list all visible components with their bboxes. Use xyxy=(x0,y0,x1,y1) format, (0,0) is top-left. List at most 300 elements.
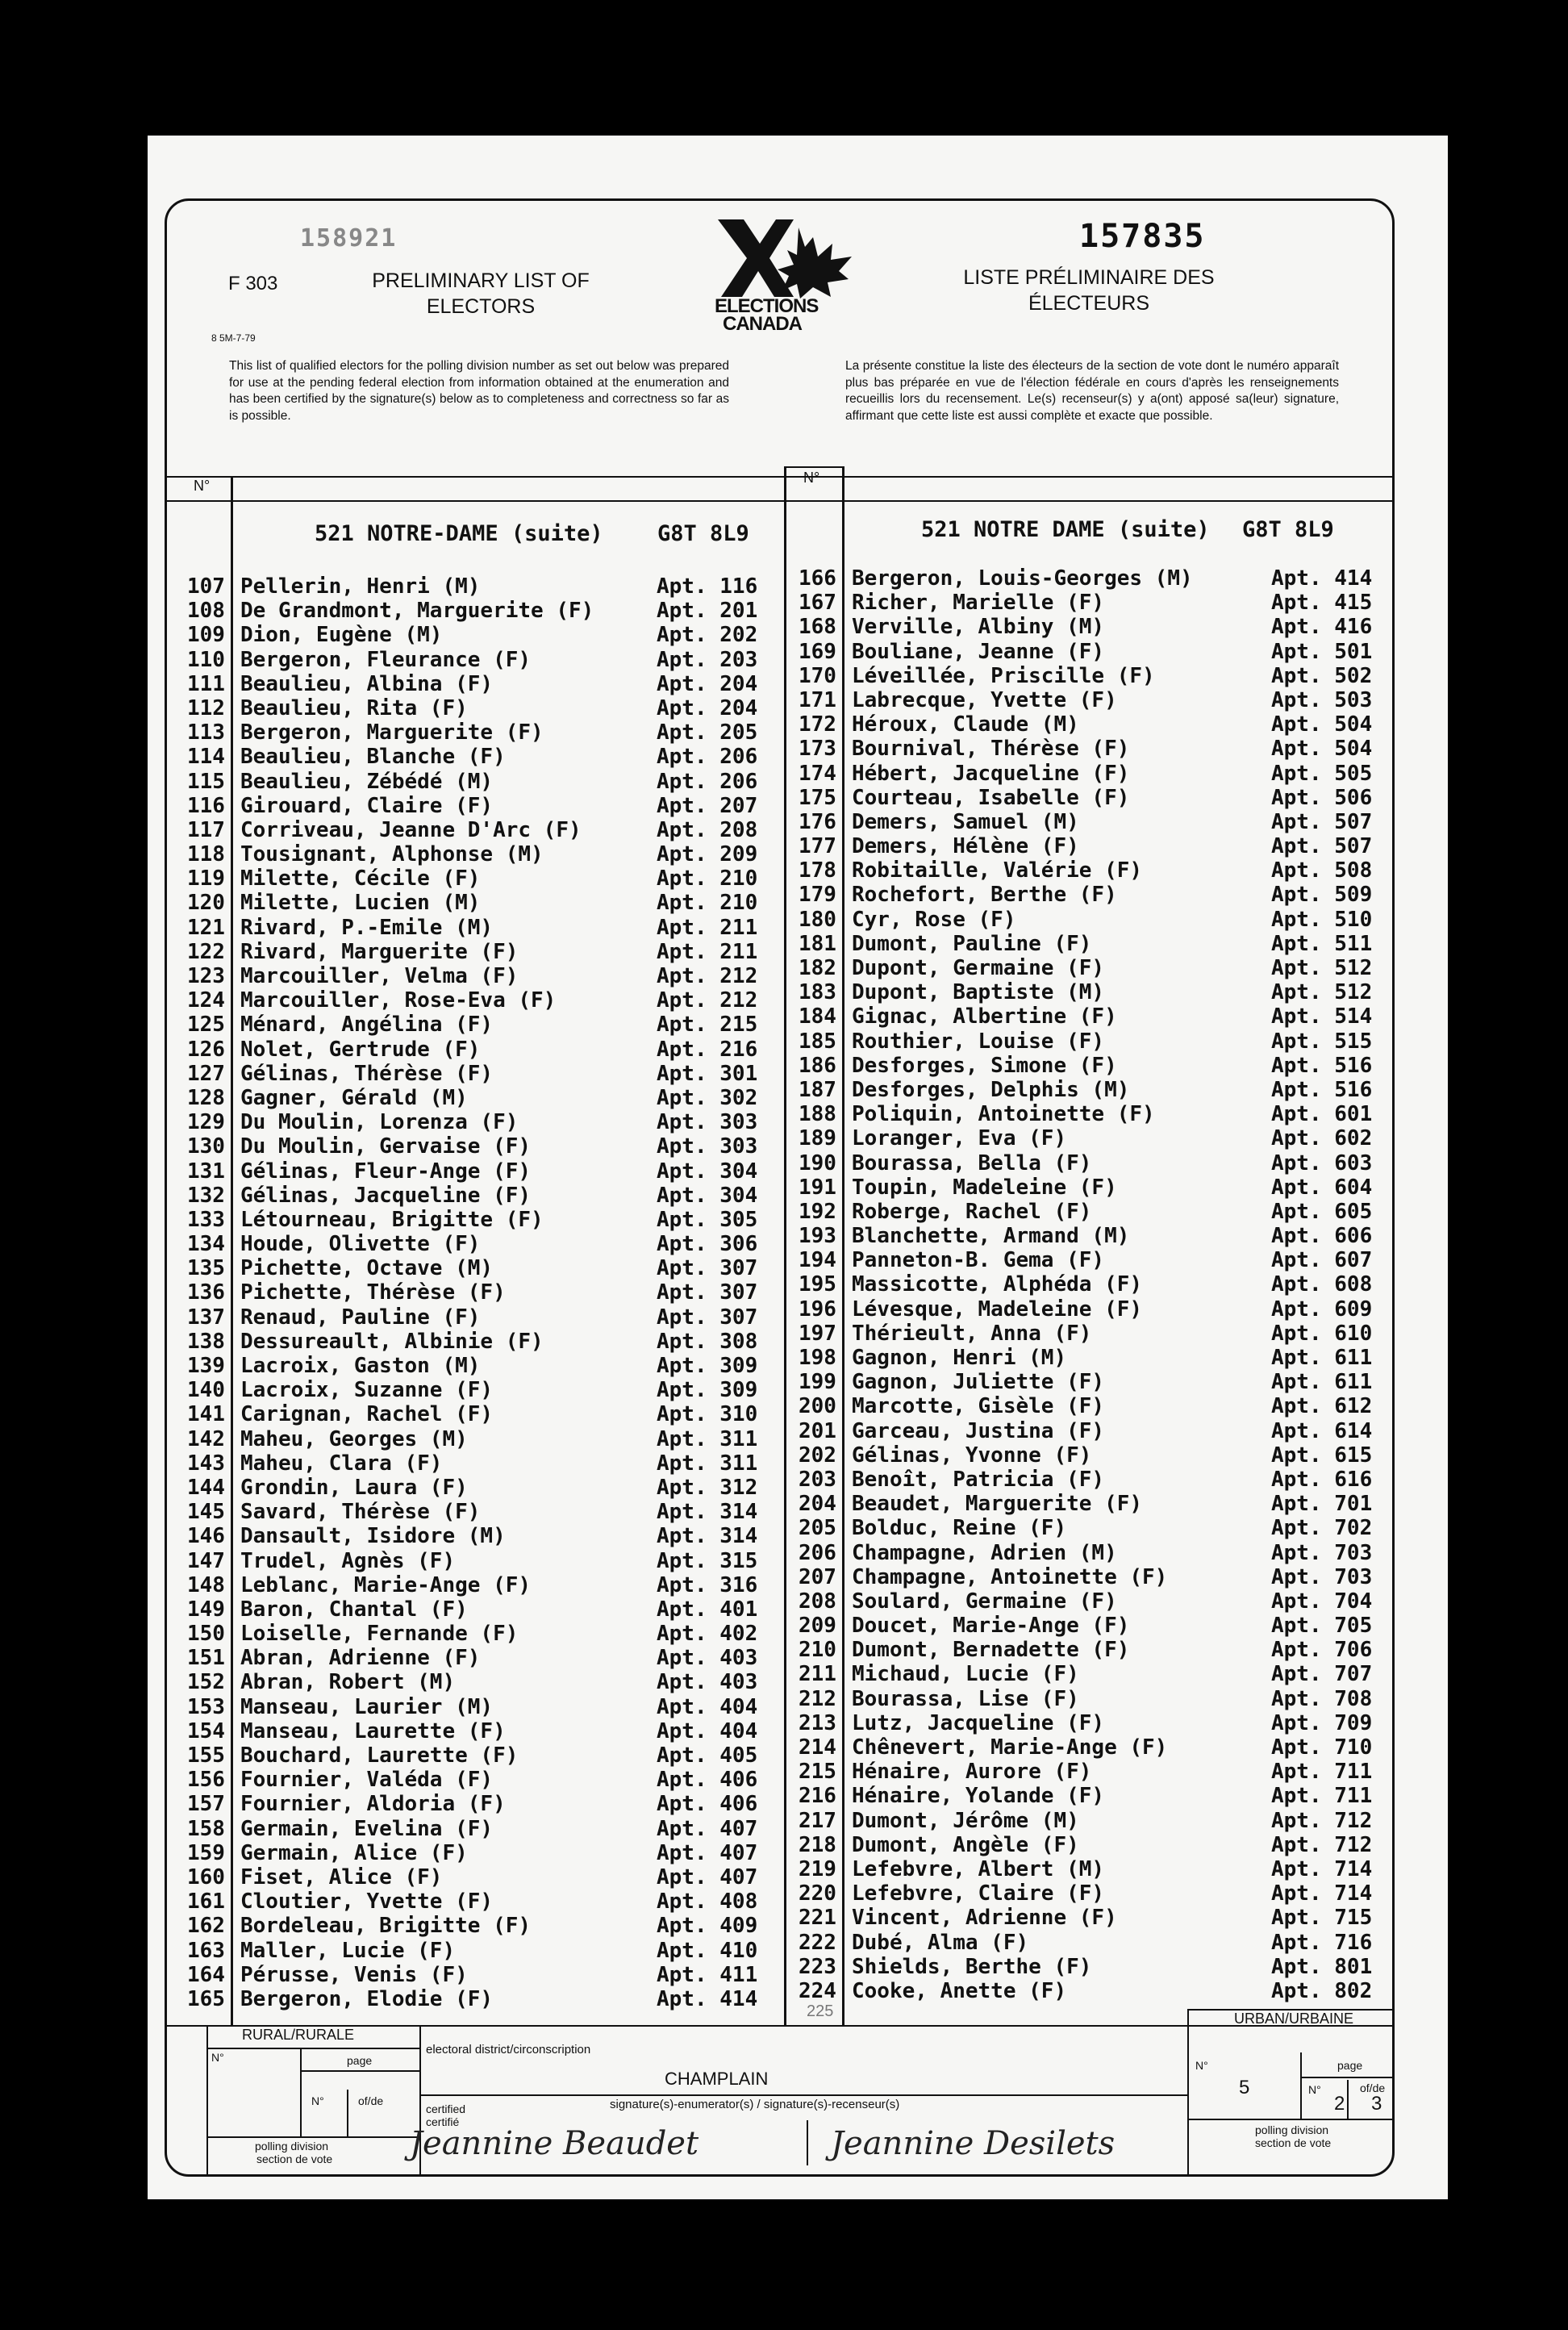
list-item xyxy=(799,712,1395,737)
list-item xyxy=(799,1516,1395,1540)
list-item xyxy=(187,1865,784,1889)
apartment: Apt. 508 xyxy=(1271,858,1373,883)
list-item xyxy=(799,1200,1395,1224)
list-item xyxy=(187,916,784,940)
elector-name: Léveillée, Priscille (F) xyxy=(852,663,1155,688)
elector-name: Gignac, Albertine (F) xyxy=(852,1004,1117,1029)
entry-number: 136 xyxy=(187,1280,225,1305)
list-item xyxy=(799,1029,1395,1054)
apartment: Apt. 514 xyxy=(1271,1004,1373,1029)
rural-page-divider xyxy=(347,2090,348,2136)
list-item xyxy=(187,1013,784,1037)
list-item xyxy=(799,883,1395,907)
elector-name: Champagne, Antoinette (F) xyxy=(852,1564,1168,1589)
apartment: Apt. 402 xyxy=(657,1622,758,1647)
elector-name: Ménard, Angélina (F) xyxy=(240,1013,494,1038)
list-item xyxy=(187,696,784,720)
elector-name: Lacroix, Gaston (M) xyxy=(240,1354,481,1378)
elector-name: Lefebvre, Albert (M) xyxy=(852,1856,1105,1881)
apartment: Apt. 507 xyxy=(1271,834,1373,859)
elector-name: Lefebvre, Claire (F) xyxy=(852,1881,1105,1906)
apartment: Apt. 711 xyxy=(1271,1784,1373,1809)
entry-number: 212 xyxy=(799,1686,836,1711)
elector-name: Germain, Evelina (F) xyxy=(240,1816,494,1841)
apartment: Apt. 409 xyxy=(657,1914,758,1939)
apartment: Apt. 701 xyxy=(1271,1492,1373,1517)
apartment: Apt. 204 xyxy=(657,695,758,720)
apartment: Apt. 309 xyxy=(657,1354,758,1378)
list-item xyxy=(799,1272,1395,1297)
entry-number: 167 xyxy=(799,591,836,616)
entry-number: 207 xyxy=(799,1564,836,1589)
elector-name: Rivard, Marguerite (F) xyxy=(240,939,519,964)
apartment: Apt. 404 xyxy=(657,1718,758,1743)
elector-name: Beaulieu, Blanche (F) xyxy=(240,745,506,770)
apartment: Apt. 306 xyxy=(657,1232,758,1257)
entry-number: 155 xyxy=(187,1743,225,1768)
page-number: 2 xyxy=(1334,2093,1345,2115)
entry-number: 189 xyxy=(799,1126,836,1151)
apartment: Apt. 511 xyxy=(1271,931,1373,956)
apartment: Apt. 414 xyxy=(657,1986,758,2011)
entry-number: 193 xyxy=(799,1224,836,1249)
elector-name: Abran, Adrienne (F) xyxy=(240,1646,481,1671)
entry-number: 173 xyxy=(799,737,836,762)
elector-name: Carignan, Rachel (F) xyxy=(240,1402,494,1427)
apartment: Apt. 710 xyxy=(1271,1735,1373,1760)
faint-stamp-number: 158921 xyxy=(300,224,398,253)
entry-number: 205 xyxy=(799,1516,836,1541)
district-value: CHAMPLAIN xyxy=(665,2069,769,2089)
elector-name: Demers, Samuel (M) xyxy=(852,809,1079,834)
elector-name: Renaud, Pauline (F) xyxy=(240,1305,481,1330)
apartment: Apt. 304 xyxy=(657,1183,758,1208)
entry-number: 198 xyxy=(799,1346,836,1370)
elector-name: Dumont, Pauline (F) xyxy=(852,931,1092,956)
list-item xyxy=(799,810,1395,834)
logo-text-line2: CANADA xyxy=(723,313,802,335)
list-item xyxy=(187,1208,784,1232)
entry-number: 201 xyxy=(799,1418,836,1443)
apartment: Apt. 406 xyxy=(657,1792,758,1817)
apartment: Apt. 204 xyxy=(657,671,758,696)
title-fr-line1: LISTE PRÉLIMINAIRE DES xyxy=(963,266,1215,289)
elector-name: Corriveau, Jeanne D'Arc (F) xyxy=(240,817,582,842)
elector-name: Demers, Hélène (F) xyxy=(852,834,1079,859)
list-item xyxy=(799,1468,1395,1492)
entry-number: 206 xyxy=(799,1540,836,1565)
apartment: Apt. 506 xyxy=(1271,785,1373,810)
urban-box-left xyxy=(1187,2009,1189,2177)
signature-divider xyxy=(807,2120,808,2165)
no-header-right: N° xyxy=(803,470,820,486)
logo-text-line1: ELECTIONS xyxy=(715,295,819,317)
list-item xyxy=(187,1305,784,1330)
list-item xyxy=(187,1743,784,1768)
apartment: Apt. 305 xyxy=(657,1207,758,1232)
apartment: Apt. 501 xyxy=(1271,639,1373,664)
elector-name: Bouliane, Jeanne (F) xyxy=(852,639,1105,664)
urban-of-label: of/de xyxy=(1360,2082,1386,2094)
list-item xyxy=(187,818,784,842)
elector-name: Dumont, Bernadette (F) xyxy=(852,1638,1130,1663)
elector-name: Du Moulin, Gervaise (F) xyxy=(240,1134,532,1159)
entry-number: 150 xyxy=(187,1622,225,1647)
elector-name: Abran, Robert (M) xyxy=(240,1670,456,1695)
apartment: Apt. 712 xyxy=(1271,1808,1373,1833)
apartment: Apt. 308 xyxy=(657,1329,758,1354)
urban-no-label: N° xyxy=(1195,2059,1208,2072)
list-item xyxy=(799,1492,1395,1516)
elector-name: Lévesque, Madeleine (F) xyxy=(852,1297,1143,1322)
entry-number: 125 xyxy=(187,1013,225,1038)
apartment: Apt. 706 xyxy=(1271,1638,1373,1663)
entry-number: 223 xyxy=(799,1954,836,1979)
entry-number: 176 xyxy=(799,809,836,834)
elector-name: Lacroix, Suzanne (F) xyxy=(240,1378,494,1403)
apartment: Apt. 516 xyxy=(1271,1077,1373,1102)
apartment: Apt. 410 xyxy=(657,1938,758,1963)
elector-name: Hénaire, Aurore (F) xyxy=(852,1760,1092,1785)
apartment: Apt. 611 xyxy=(1271,1346,1373,1370)
apartment: Apt. 216 xyxy=(657,1037,758,1062)
entry-number: 145 xyxy=(187,1500,225,1525)
apartment: Apt. 714 xyxy=(1271,1881,1373,1906)
apartment: Apt. 512 xyxy=(1271,980,1373,1005)
elector-name: Labrecque, Yvette (F) xyxy=(852,687,1117,712)
apartment: Apt. 301 xyxy=(657,1061,758,1086)
list-item xyxy=(187,1110,784,1134)
entry-number: 216 xyxy=(799,1784,836,1809)
elector-name: Rochefort, Berthe (F) xyxy=(852,883,1117,908)
elector-name: Grondin, Laura (F) xyxy=(240,1475,468,1500)
entry-number: 181 xyxy=(799,931,836,956)
list-item xyxy=(187,1451,784,1476)
entry-number: 131 xyxy=(187,1159,225,1184)
rural-no-divider xyxy=(300,2048,302,2136)
entry-number: 203 xyxy=(799,1467,836,1492)
list-item xyxy=(799,664,1395,688)
rural-polling-label-en: polling division xyxy=(255,2140,329,2153)
list-item xyxy=(799,1809,1395,1833)
entry-number: 186 xyxy=(799,1053,836,1078)
list-item xyxy=(187,940,784,964)
elector-name: Létourneau, Brigitte (F) xyxy=(240,1207,544,1232)
apartment: Apt. 407 xyxy=(657,1864,758,1889)
apartment: Apt. 315 xyxy=(657,1548,758,1573)
apartment: Apt. 406 xyxy=(657,1768,758,1793)
apartment: Apt. 802 xyxy=(1271,1978,1373,2003)
urban-polling-rule xyxy=(1187,2119,1395,2120)
list-item xyxy=(799,1078,1395,1102)
elector-name: Shields, Berthe (F) xyxy=(852,1954,1092,1979)
elector-name: Cloutier, Yvette (F) xyxy=(240,1889,494,1915)
apartment: Apt. 714 xyxy=(1271,1856,1373,1881)
elector-name: Dansault, Isidore (M) xyxy=(240,1524,506,1549)
apartment: Apt. 704 xyxy=(1271,1589,1373,1614)
apartment: Apt. 212 xyxy=(657,964,758,988)
entry-number: 162 xyxy=(187,1914,225,1939)
list-item xyxy=(187,1134,784,1159)
entry-number: 161 xyxy=(187,1889,225,1915)
list-item xyxy=(799,1760,1395,1784)
list-item xyxy=(187,1963,784,1987)
right-no-box-top xyxy=(784,466,844,468)
apartment: Apt. 611 xyxy=(1271,1370,1373,1395)
list-item xyxy=(187,1402,784,1426)
elector-name: Blanchette, Armand (M) xyxy=(852,1224,1130,1249)
entry-number: 118 xyxy=(187,842,225,867)
elector-name: Dupont, Germaine (F) xyxy=(852,956,1105,980)
entry-number: 159 xyxy=(187,1840,225,1865)
rural-of-label: of/de xyxy=(358,2094,384,2107)
list-item xyxy=(187,1256,784,1280)
list-item xyxy=(187,1378,784,1402)
enumerator-signature-2: Jeannine Desilets xyxy=(831,2125,1116,2162)
elector-name: Fournier, Valéda (F) xyxy=(240,1768,494,1793)
entry-number: 214 xyxy=(799,1735,836,1760)
entry-number: 164 xyxy=(187,1962,225,1987)
elector-name: Cyr, Rose (F) xyxy=(852,907,1016,932)
entry-number: 187 xyxy=(799,1077,836,1102)
elector-name: Fournier, Aldoria (F) xyxy=(240,1792,506,1817)
list-item xyxy=(187,1817,784,1841)
apartment: Apt. 211 xyxy=(657,939,758,964)
list-item xyxy=(799,1443,1395,1468)
list-item xyxy=(187,891,784,915)
apartment: Apt. 502 xyxy=(1271,663,1373,688)
apartment: Apt. 604 xyxy=(1271,1175,1373,1200)
elector-name: Beaulieu, Rita (F) xyxy=(240,695,468,720)
elector-name: Roberge, Rachel (F) xyxy=(852,1199,1092,1224)
apartment: Apt. 405 xyxy=(657,1743,758,1768)
elector-name: Hénaire, Yolande (F) xyxy=(852,1784,1105,1809)
list-item xyxy=(799,1833,1395,1857)
apartment: Apt. 512 xyxy=(1271,956,1373,980)
entry-number: 224 xyxy=(799,1978,836,2003)
list-item xyxy=(187,599,784,623)
rural-polling-label-fr: section de vote xyxy=(256,2153,333,2165)
apartment: Apt. 703 xyxy=(1271,1540,1373,1565)
elector-name: Loiselle, Fernande (F) xyxy=(240,1622,519,1647)
elector-name: Germain, Alice (F) xyxy=(240,1840,468,1865)
elector-name: Bergeron, Fleurance (F) xyxy=(240,647,532,672)
entry-number: 196 xyxy=(799,1297,836,1322)
entry-number: 211 xyxy=(799,1662,836,1687)
list-item xyxy=(799,1248,1395,1272)
apartment: Apt. 206 xyxy=(657,769,758,794)
entry-number: 111 xyxy=(187,671,225,696)
apartment: Apt. 209 xyxy=(657,842,758,867)
apartment: Apt. 709 xyxy=(1271,1710,1373,1735)
elector-name: Panneton-B. Gema (F) xyxy=(852,1248,1105,1273)
list-item xyxy=(187,574,784,599)
right-postal-code: G8T 8L9 xyxy=(1242,517,1334,542)
apartment: Apt. 403 xyxy=(657,1670,758,1695)
list-item xyxy=(799,786,1395,810)
rural-label-rule xyxy=(206,2048,419,2049)
entry-number: 143 xyxy=(187,1451,225,1476)
elector-name: Héroux, Claude (M) xyxy=(852,712,1079,737)
apartment: Apt. 307 xyxy=(657,1256,758,1281)
apartment: Apt. 314 xyxy=(657,1500,758,1525)
apartment: Apt. 304 xyxy=(657,1159,758,1184)
list-item xyxy=(187,1062,784,1086)
entry-number: 144 xyxy=(187,1475,225,1500)
list-item xyxy=(187,1476,784,1500)
entry-number: 213 xyxy=(799,1710,836,1735)
entry-number: 147 xyxy=(187,1548,225,1573)
list-item xyxy=(799,1955,1395,1979)
apartment: Apt. 415 xyxy=(1271,591,1373,616)
entry-number: 166 xyxy=(799,566,836,591)
apartment: Apt. 602 xyxy=(1271,1126,1373,1151)
apartment: Apt. 302 xyxy=(657,1085,758,1110)
entry-number: 221 xyxy=(799,1906,836,1931)
elector-name: Nolet, Gertrude (F) xyxy=(240,1037,481,1062)
table-top-rule xyxy=(165,476,1395,478)
rural-label: RURAL/RURALE xyxy=(242,2027,355,2043)
elector-name: Routhier, Louise (F) xyxy=(852,1029,1105,1054)
list-item xyxy=(799,640,1395,664)
entry-number: 127 xyxy=(187,1061,225,1086)
elector-name: Gélinas, Jacqueline (F) xyxy=(240,1183,532,1208)
elector-name: Pérusse, Venis (F) xyxy=(240,1962,468,1987)
entry-number: 158 xyxy=(187,1816,225,1841)
entry-number: 183 xyxy=(799,980,836,1005)
entry-number: 124 xyxy=(187,988,225,1013)
apartment: Apt. 612 xyxy=(1271,1394,1373,1419)
list-item xyxy=(799,1322,1395,1346)
list-item xyxy=(187,866,784,891)
list-item xyxy=(187,1914,784,1938)
maple-leaf-x-icon xyxy=(710,219,860,300)
elector-name: Gélinas, Thérèse (F) xyxy=(240,1061,494,1086)
list-item xyxy=(187,1427,784,1451)
form-date: 8 5M-7-79 xyxy=(211,332,256,344)
list-item xyxy=(799,834,1395,858)
urban-polling-label-en: polling division xyxy=(1255,2123,1329,2136)
list-item xyxy=(187,988,784,1013)
apartment: Apt. 516 xyxy=(1271,1053,1373,1078)
elector-name: Dupont, Baptiste (M) xyxy=(852,980,1105,1005)
district-rule xyxy=(419,2094,1187,2096)
certified-label-fr: certifié xyxy=(426,2115,460,2128)
entry-number: 204 xyxy=(799,1492,836,1517)
list-item xyxy=(187,1159,784,1184)
right-street-header: 521 NOTRE DAME (suite) xyxy=(921,517,1210,542)
elector-name: Gagnon, Henri (M) xyxy=(852,1346,1067,1370)
entry-number: 138 xyxy=(187,1329,225,1354)
elector-name: Savard, Thérèse (F) xyxy=(240,1500,481,1525)
elector-name: Robitaille, Valérie (F) xyxy=(852,858,1143,883)
list-item xyxy=(187,1500,784,1524)
elector-name: Desforges, Simone (F) xyxy=(852,1053,1117,1078)
entry-number: 135 xyxy=(187,1256,225,1281)
list-item xyxy=(799,1711,1395,1735)
list-item xyxy=(187,1524,784,1548)
apartment: Apt. 314 xyxy=(657,1524,758,1549)
apartment: Apt. 510 xyxy=(1271,907,1373,932)
entry-number: 168 xyxy=(799,615,836,640)
list-item xyxy=(799,1881,1395,1906)
elector-name: Massicotte, Alphéda (F) xyxy=(852,1272,1143,1297)
apartment: Apt. 705 xyxy=(1271,1614,1373,1639)
list-item xyxy=(799,1004,1395,1029)
list-item xyxy=(799,1054,1395,1078)
entry-number: 153 xyxy=(187,1694,225,1719)
entry-number: 177 xyxy=(799,834,836,859)
entry-number: 160 xyxy=(187,1864,225,1889)
entry-number: 209 xyxy=(799,1614,836,1639)
list-item xyxy=(187,1792,784,1816)
list-item xyxy=(799,1297,1395,1322)
elector-name: Dumont, Jérôme (M) xyxy=(852,1808,1079,1833)
apartment: Apt. 504 xyxy=(1271,737,1373,762)
apartment: Apt. 715 xyxy=(1271,1906,1373,1931)
apartment: Apt. 711 xyxy=(1271,1760,1373,1785)
apartment: Apt. 507 xyxy=(1271,809,1373,834)
urban-polling-label-fr: section de vote xyxy=(1255,2136,1332,2149)
apartment: Apt. 212 xyxy=(657,988,758,1013)
elector-name: Milette, Lucien (M) xyxy=(240,891,481,916)
elector-name: Gagnon, Juliette (F) xyxy=(852,1370,1105,1395)
elector-name: Pichette, Octave (M) xyxy=(240,1256,494,1281)
left-postal-code: G8T 8L9 xyxy=(657,521,749,546)
entry-number: 220 xyxy=(799,1881,836,1906)
elector-name: Hébert, Jacqueline (F) xyxy=(852,761,1130,786)
list-item xyxy=(187,1549,784,1573)
elector-name: Verville, Albiny (M) xyxy=(852,615,1105,640)
elector-name: Manseau, Laurette (F) xyxy=(240,1718,506,1743)
apartment: Apt. 408 xyxy=(657,1889,758,1915)
entry-number: 149 xyxy=(187,1597,225,1622)
entry-number: 112 xyxy=(187,695,225,720)
elector-name: Marcouiller, Rose-Eva (F) xyxy=(240,988,557,1013)
entry-number: 174 xyxy=(799,761,836,786)
elector-name: Maheu, Clara (F) xyxy=(240,1451,443,1476)
table-header-rule xyxy=(165,500,1395,502)
form-code: F 303 xyxy=(228,273,278,294)
entry-number: 141 xyxy=(187,1402,225,1427)
apartment: Apt. 210 xyxy=(657,891,758,916)
list-item xyxy=(187,1841,784,1865)
entry-number: 139 xyxy=(187,1354,225,1378)
elector-name: Pellerin, Henri (M) xyxy=(240,574,481,599)
apartment: Apt. 201 xyxy=(657,599,758,624)
right-elector-list xyxy=(799,566,1395,2003)
urban-label: URBAN/URBAINE xyxy=(1234,2011,1354,2027)
certified-label-en: certified xyxy=(426,2102,466,2115)
list-item xyxy=(187,1597,784,1622)
list-item xyxy=(187,1622,784,1646)
entry-number: 217 xyxy=(799,1808,836,1833)
list-item xyxy=(187,964,784,988)
elector-name: Manseau, Laurier (M) xyxy=(240,1694,494,1719)
list-item xyxy=(799,1979,1395,2003)
entry-number: 170 xyxy=(799,663,836,688)
elector-name: Dumont, Angèle (F) xyxy=(852,1832,1079,1857)
apartment: Apt. 116 xyxy=(657,574,758,599)
entry-number: 123 xyxy=(187,964,225,988)
entry-number: 210 xyxy=(799,1638,836,1663)
apartment: Apt. 411 xyxy=(657,1962,758,1987)
entry-number: 142 xyxy=(187,1426,225,1451)
apartment: Apt. 202 xyxy=(657,623,758,648)
entry-number: 180 xyxy=(799,907,836,932)
entry-number: 219 xyxy=(799,1856,836,1881)
apartment: Apt. 407 xyxy=(657,1840,758,1865)
